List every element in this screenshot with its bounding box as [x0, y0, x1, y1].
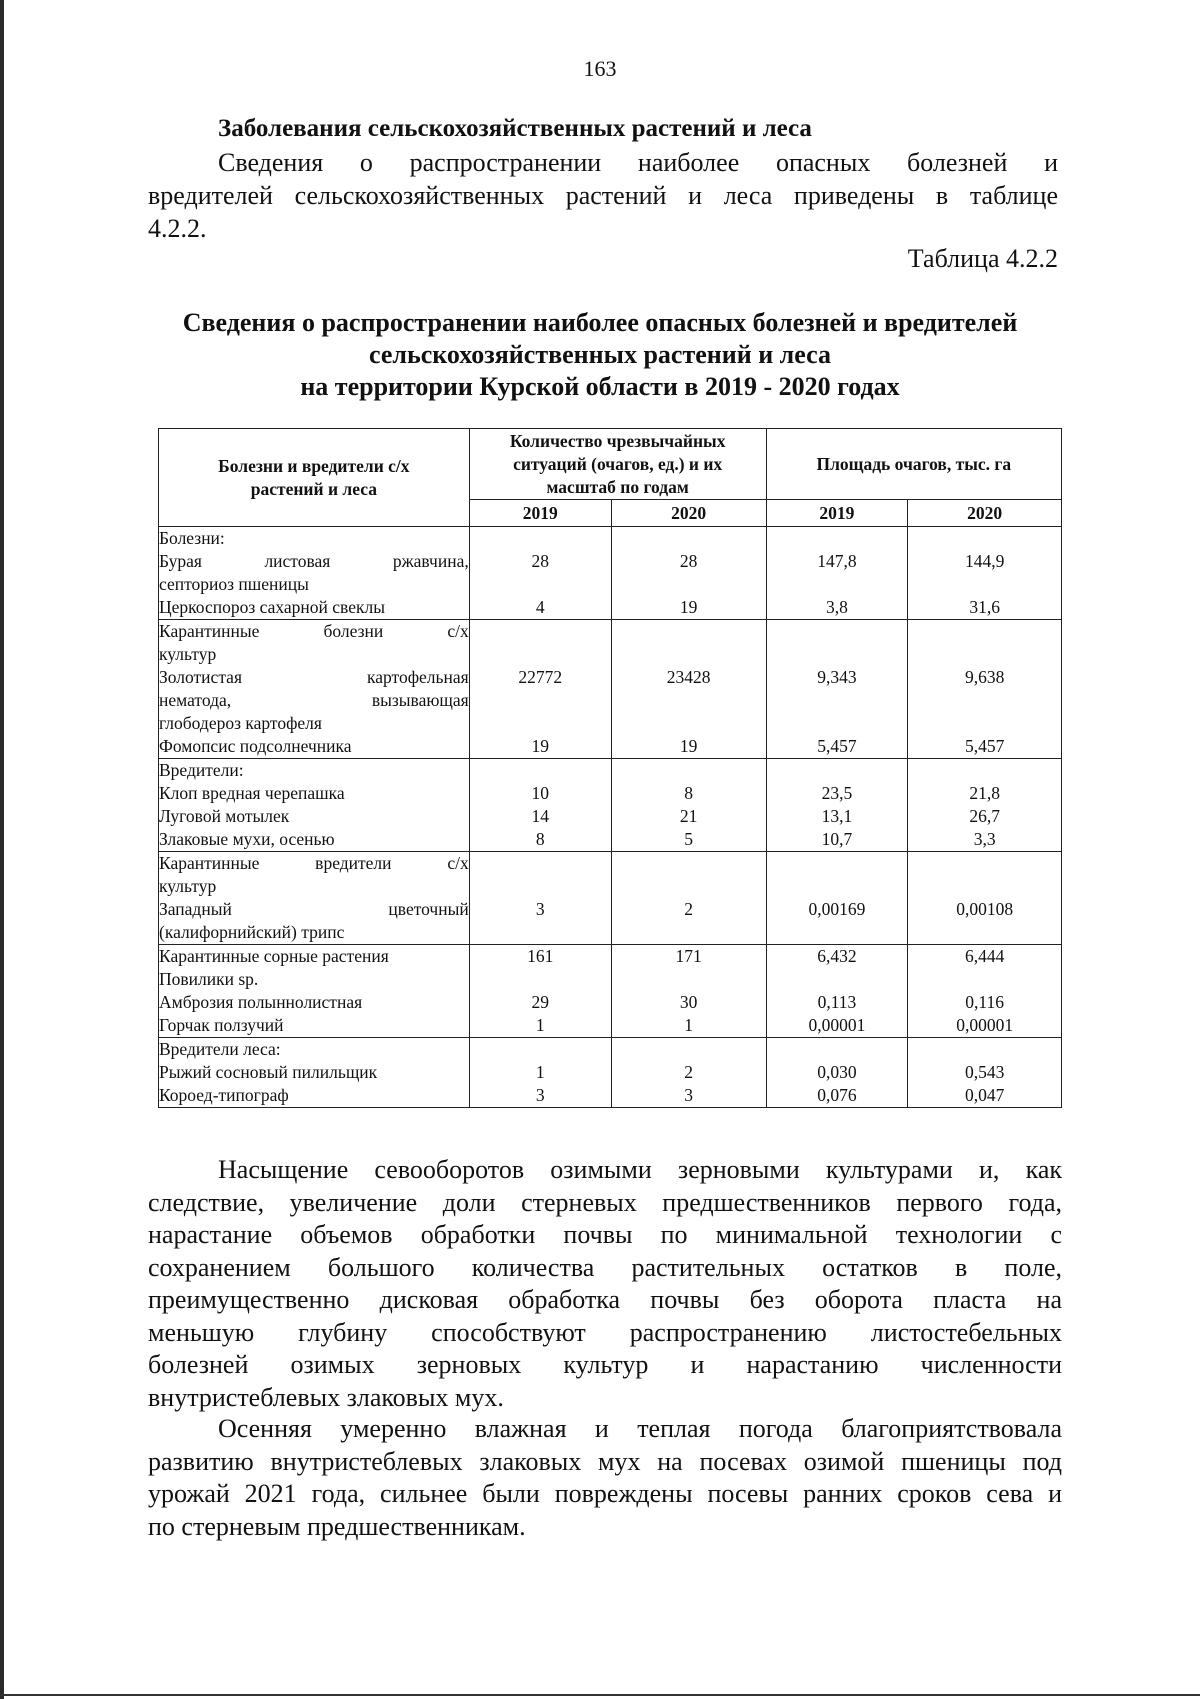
value: 4: [535, 597, 545, 617]
value: [767, 921, 908, 944]
row-name-line: септориоз пшеницы: [159, 574, 309, 594]
value: [612, 852, 766, 875]
paragraph-line: Насыщение севооборотов озимыми зерновыми культурами и, как: [218, 1155, 1062, 1184]
paragraph-1: [148, 1154, 1062, 1414]
data-table: [158, 428, 1062, 1108]
value-cell-c2019: [469, 945, 611, 1038]
value-cell-c2020: [611, 945, 766, 1038]
value: 0,047: [964, 1085, 1005, 1105]
value-cell-c2020: [611, 852, 766, 945]
value: [767, 573, 908, 596]
value: 6,432: [817, 946, 857, 966]
value-cell-a2019: [766, 852, 908, 945]
paragraph-line: следствие, увеличение доли стерневых предшественников первого года,: [148, 1187, 1062, 1217]
value-cell-a2020: [908, 527, 1062, 620]
value-cell-a2020: [908, 759, 1062, 852]
value: 0,543: [964, 1062, 1005, 1082]
value-cell-a2019: [766, 620, 908, 759]
value: 3: [535, 899, 545, 919]
value: [908, 1038, 1061, 1061]
value: [767, 759, 908, 782]
row-name-cell: [159, 620, 470, 759]
value: [908, 643, 1061, 666]
row-name-line: Вредители леса:: [159, 1039, 281, 1059]
value: 144,9: [964, 551, 1005, 571]
value: 5: [684, 829, 693, 849]
value: [470, 921, 611, 944]
value: 2: [684, 899, 693, 919]
value: 0,00001: [956, 1015, 1014, 1035]
value: 21,8: [969, 783, 1000, 803]
value: 31,6: [969, 597, 1000, 617]
value: [612, 1038, 766, 1061]
value: [908, 527, 1061, 550]
value: [767, 875, 908, 898]
value: [470, 759, 611, 782]
row-name-line: Злаковые мухи, осенью: [159, 829, 335, 849]
value: [470, 620, 611, 643]
value: 10,7: [821, 829, 853, 849]
value: [767, 852, 908, 875]
table-row: [159, 945, 1062, 1038]
value: 28: [679, 551, 698, 571]
value: 8: [684, 783, 693, 803]
value: 0,076: [817, 1085, 857, 1105]
scan-edge-bottom: [0, 1694, 1200, 1696]
value: 19: [679, 736, 698, 756]
value: [767, 968, 908, 991]
value: 5,457: [964, 736, 1005, 756]
value-cell-a2020: [908, 945, 1062, 1038]
value: [470, 968, 611, 991]
row-name-line: Болезни:: [159, 528, 225, 548]
paragraph-line: развитию внутристеблевых злаковых мух на посевах озимой пшеницы под: [148, 1446, 1062, 1476]
row-name-line: Церкоспороз сахарной свеклы: [159, 597, 385, 617]
value: 3: [684, 1085, 693, 1105]
value: [612, 968, 766, 991]
value: 23428: [666, 667, 711, 687]
value: 3,8: [825, 597, 848, 617]
row-name-line: Бурая листовая ржавчина,: [159, 551, 469, 571]
value-cell-a2020: [908, 1038, 1062, 1108]
value: 8: [535, 829, 545, 849]
value: [612, 712, 766, 735]
value-cell-c2019: [469, 759, 611, 852]
section-heading: Заболевания сельскохозяйственных растений и леса: [218, 115, 812, 142]
value: 10: [531, 783, 549, 803]
paragraph-line: по стерневым предшественникам.: [148, 1511, 526, 1541]
value-cell-a2020: [908, 852, 1062, 945]
value: [612, 921, 766, 944]
table-title-line: сельскохозяйственных растений и леса: [369, 340, 831, 369]
row-name-line: Фомопсис подсолнечника: [159, 736, 352, 756]
row-name-line: глободероз картофеля: [159, 713, 322, 733]
header-year: 2019: [766, 500, 908, 527]
value: [612, 759, 766, 782]
table-label: Таблица 4.2.2: [907, 244, 1058, 273]
value: [470, 1038, 611, 1061]
value: 171: [675, 946, 702, 966]
value: 29: [531, 992, 549, 1012]
row-name-line: Клоп вредная черепашка: [159, 783, 345, 803]
value: [612, 689, 766, 712]
paragraph-2: [148, 1413, 1062, 1543]
row-name-cell: [159, 1038, 470, 1108]
value-cell-c2019: [469, 527, 611, 620]
value: [908, 759, 1061, 782]
value: 19: [531, 736, 549, 756]
row-name-line: Вредители:: [159, 760, 244, 780]
value-cell-c2020: [611, 759, 766, 852]
value-cell-a2019: [766, 945, 908, 1038]
value: 1: [535, 1062, 545, 1082]
table-title-line: Сведения о распространении наиболее опасных болезней и вредителей: [182, 308, 1018, 337]
paragraph-line: преимущественно дисковая обработка почвы без оборота пласта на: [148, 1285, 1062, 1314]
value-cell-c2019: [469, 1038, 611, 1108]
value: 9,638: [964, 667, 1005, 687]
header-area-label: Площадь очагов, тыс. га: [816, 453, 1012, 474]
paragraph-line: болезней озимых зерновых культур и нарастанию численности: [148, 1350, 1062, 1379]
row-name-line: Повилики sp.: [159, 969, 259, 989]
value: [767, 620, 908, 643]
table-row: [159, 1038, 1062, 1108]
value: [767, 712, 908, 735]
value-cell-c2020: [611, 620, 766, 759]
value: 3: [535, 1085, 545, 1105]
row-name-line: Золотистая картофельная: [159, 667, 469, 687]
value: 5,457: [817, 736, 857, 756]
table-row: [159, 759, 1062, 852]
intro-line: Сведения о распространении наиболее опасных болезней и: [218, 148, 1058, 177]
value-cell-c2019: [469, 852, 611, 945]
value: 0,00108: [956, 899, 1014, 919]
value: [908, 852, 1061, 875]
value: [767, 643, 908, 666]
table-title: [120, 307, 1080, 403]
value: [612, 620, 766, 643]
header-year: 2020: [611, 500, 766, 527]
value: [908, 921, 1061, 944]
value: 161: [527, 946, 554, 966]
value: 6,444: [964, 946, 1005, 966]
value: 3,3: [973, 829, 996, 849]
value: 1: [684, 1015, 693, 1035]
paragraph-line: меньшую глубину способствуют распространению листостебельных: [148, 1317, 1062, 1347]
table-row: [159, 620, 1062, 759]
table-title-line: на территории Курской области в 2019 - 2020 годах: [300, 372, 900, 401]
scan-edge-left: [0, 0, 4, 1699]
row-name-line: Карантинные болезни с/х: [159, 621, 469, 641]
paragraph-line: сохранением большого количества растительных остатков в поле,: [148, 1252, 1062, 1282]
value: 19: [679, 597, 698, 617]
row-name-line: (калифорнийский) трипс: [159, 922, 345, 942]
value: 23,5: [821, 783, 853, 803]
intro-line: вредителей сельскохозяйственных растений и леса приведены в таблице: [148, 181, 1058, 210]
value: 9,343: [817, 667, 857, 687]
value: [470, 875, 611, 898]
header-name-label: Болезни и вредители с/х растений и леса: [218, 455, 410, 499]
paragraph-line: внутристеблевых злаковых мух.: [148, 1382, 504, 1412]
value: 0,00169: [808, 899, 866, 919]
value: [767, 527, 908, 550]
header-name-column: [159, 429, 470, 527]
value-cell-c2020: [611, 527, 766, 620]
value: [470, 643, 611, 666]
row-name-line: Западный цветочный: [159, 899, 469, 919]
value: [908, 620, 1061, 643]
header-count-label: Количество чрезвычайных ситуаций (очагов, ед.) и их масштаб по годам: [509, 430, 726, 497]
row-name-line: Амброзия полыннолистная: [159, 992, 363, 1012]
row-name-line: Луговой мотылек: [159, 806, 290, 826]
value-cell-c2020: [611, 1038, 766, 1108]
page-number: 163: [583, 56, 617, 81]
row-name-line: нематода, вызывающая: [159, 690, 469, 710]
row-name-cell: [159, 759, 470, 852]
value-cell-c2019: [469, 620, 611, 759]
value: [612, 573, 766, 596]
value: 2: [684, 1062, 693, 1082]
row-name-line: Рыжий сосновый пилильщик: [159, 1062, 378, 1082]
value: [908, 573, 1061, 596]
value: [767, 1038, 908, 1061]
value: [767, 689, 908, 712]
value: 26,7: [969, 806, 1000, 826]
header-area-group: [766, 429, 1061, 500]
value: [612, 527, 766, 550]
value: 30: [679, 992, 698, 1012]
value: [470, 689, 611, 712]
value: 28: [531, 551, 549, 571]
row-name-cell: [159, 852, 470, 945]
value: 0,116: [965, 992, 1004, 1012]
row-name-cell: [159, 527, 470, 620]
paragraph-line: Осенняя умеренно влажная и теплая погода благоприятствовала: [218, 1414, 1062, 1443]
value: [908, 875, 1061, 898]
row-name-line: культур: [159, 876, 217, 896]
value: 13,1: [821, 806, 853, 826]
value: [612, 875, 766, 898]
value: [908, 968, 1061, 991]
paragraph-line: урожай 2021 года, сильнее были повреждены посевы ранних сроков сева и: [148, 1479, 1062, 1508]
value-cell-a2020: [908, 620, 1062, 759]
header-count-group: [469, 429, 766, 500]
row-name-line: Карантинные вредители с/х: [159, 853, 469, 873]
row-name-line: Короед-типограф: [159, 1085, 289, 1105]
paragraph-line: нарастание объемов обработки почвы по минимальной технологии с: [148, 1220, 1062, 1249]
row-name-line: Горчак ползучий: [159, 1015, 284, 1035]
value: [908, 712, 1061, 735]
value: [612, 643, 766, 666]
value: 21: [679, 806, 698, 826]
value: 0,113: [817, 992, 857, 1012]
value: [470, 852, 611, 875]
header-year: 2019: [469, 500, 611, 527]
intro-paragraph: [148, 146, 1058, 245]
row-name-line: Карантинные сорные растения: [159, 946, 389, 966]
value-cell-a2019: [766, 527, 908, 620]
value: 0,030: [817, 1062, 857, 1082]
value: 147,8: [817, 551, 857, 571]
value: [470, 527, 611, 550]
table-row: [159, 527, 1062, 620]
value: [470, 573, 611, 596]
header-year: 2020: [908, 500, 1062, 527]
intro-line: 4.2.2.: [148, 214, 207, 243]
value-cell-a2019: [766, 759, 908, 852]
value: 22772: [518, 667, 563, 687]
row-name-cell: [159, 945, 470, 1038]
table-row: [159, 852, 1062, 945]
value: 14: [531, 806, 549, 826]
row-name-line: культур: [159, 644, 217, 664]
value: 1: [535, 1015, 545, 1035]
table-body: [159, 527, 1062, 1108]
value: 0,00001: [808, 1015, 866, 1035]
value-cell-a2019: [766, 1038, 908, 1108]
value: [908, 689, 1061, 712]
value: [470, 712, 611, 735]
